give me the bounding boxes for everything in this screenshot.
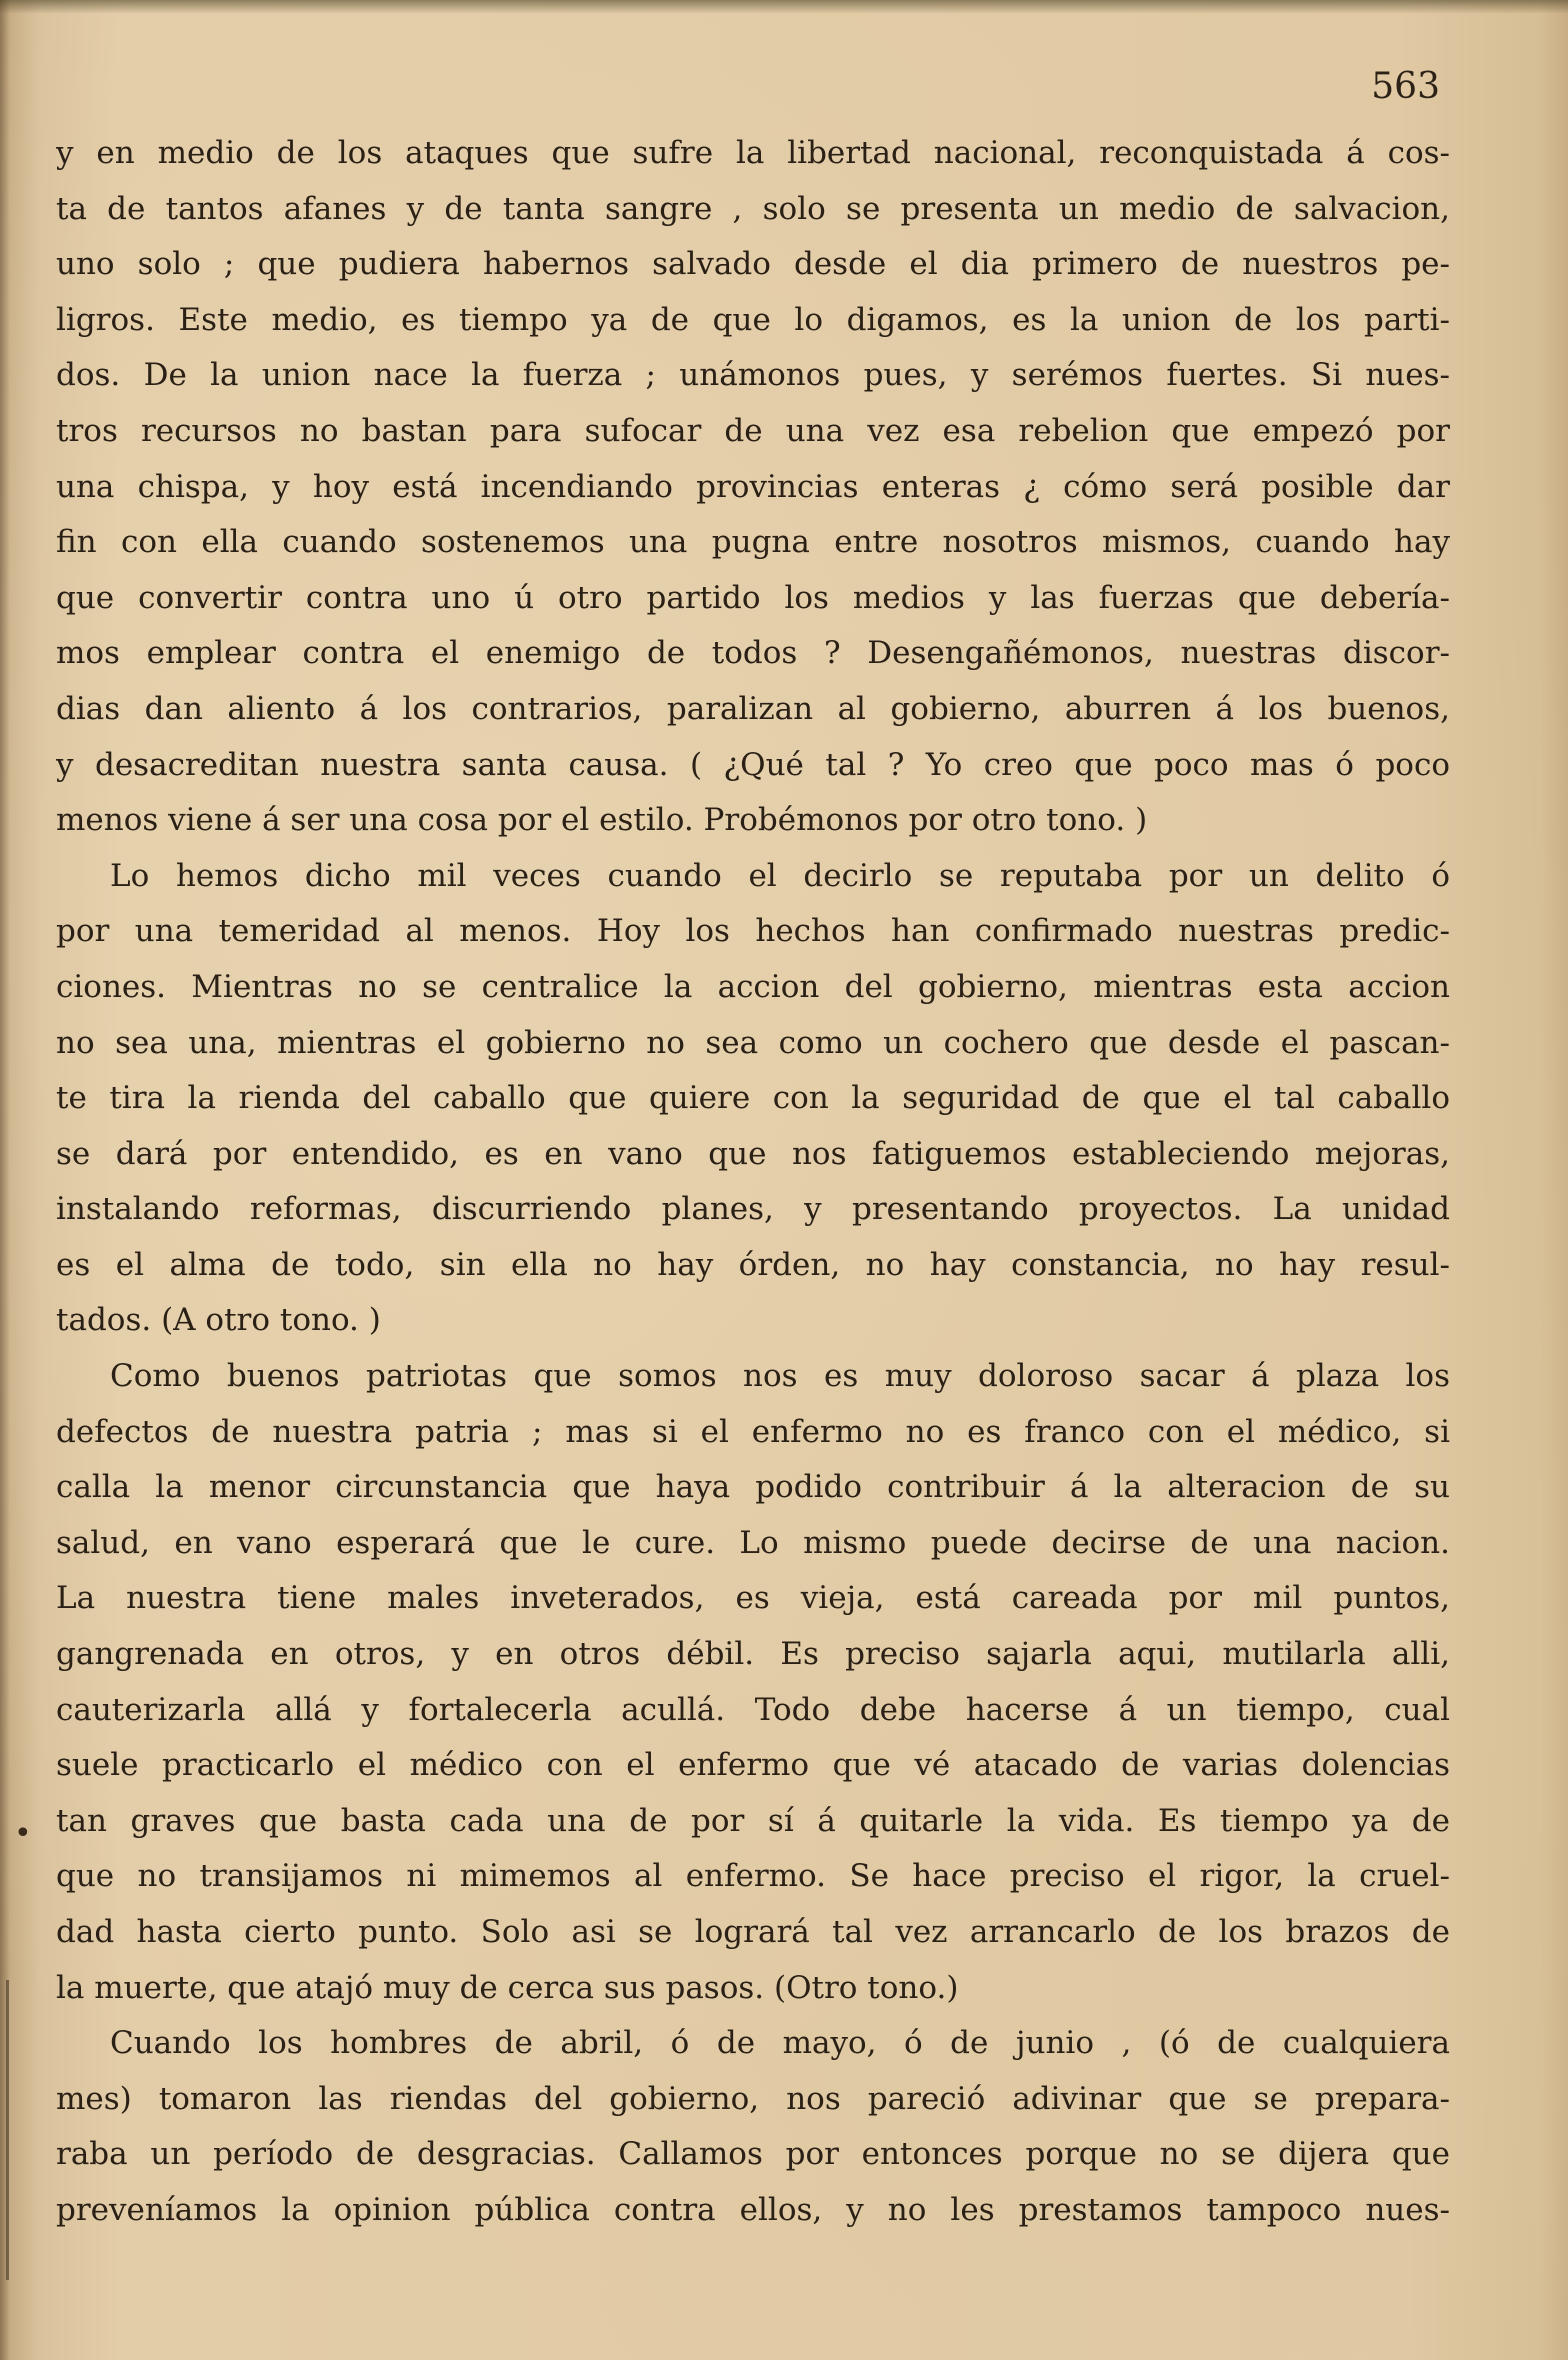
text-line: dos. De la union nace la fuerza ; unámonos pues, y serémos fuertes. Si nues-	[56, 357, 1450, 394]
text-line: tan graves que basta cada una de por sí á quitarle la vida. Es tiempo ya de	[56, 1802, 1450, 1839]
text-line: defectos de nuestra patria ; mas si el enfermo no es franco con el médico, si	[56, 1413, 1450, 1450]
text-line: suele practicarlo el médico con el enfermo que vé atacado de varias dolencias	[56, 1747, 1450, 1784]
page-number: 563	[1371, 66, 1440, 107]
margin-pencil-line	[6, 1980, 9, 2280]
text-line: mos emplear contra el enemigo de todos ? Desengañémonos, nuestras discor-	[56, 635, 1450, 672]
text-line: te tira la rienda del caballo que quiere con la seguridad de que el tal caballo	[56, 1080, 1450, 1117]
text-line: es el alma de todo, sin ella no hay órden, no hay constancia, no hay resul-	[56, 1246, 1450, 1283]
text-line: instalando reformas, discurriendo planes, y presentando proyectos. La unidad	[56, 1191, 1450, 1228]
top-edge-shadow	[0, 0, 1568, 14]
text-line: uno solo ; que pudiera habernos salvado desde el dia primero de nuestros pe-	[56, 246, 1450, 283]
text-line: tados. (A otro tono. )	[56, 1302, 381, 1339]
text-line: ciones. Mientras no se centralice la accion del gobierno, mientras esta accion	[56, 968, 1450, 1005]
text-line: ligros. Este medio, es tiempo ya de que lo digamos, es la union de los parti-	[56, 301, 1450, 338]
text-line: salud, en vano esperará que le cure. Lo mismo puede decirse de una nacion.	[56, 1524, 1450, 1561]
text-line: ta de tantos afanes y de tanta sangre , solo se presenta un medio de salvacion,	[56, 190, 1450, 227]
text-line: que convertir contra uno ú otro partido los medios y las fuerzas que debería-	[56, 579, 1450, 616]
text-line: que no transijamos ni mimemos al enfermo. Se hace preciso el rigor, la cruel-	[56, 1858, 1450, 1895]
text-line: y en medio de los ataques que sufre la libertad nacional, reconquistada á cos-	[56, 135, 1450, 171]
text-line: tros recursos no bastan para sufocar de una vez esa rebelion que empezó por	[56, 412, 1450, 449]
text-line: no sea una, mientras el gobierno no sea como un cochero que desde el pascan-	[56, 1024, 1450, 1061]
text-line: dad hasta cierto punto. Solo asi se logrará tal vez arrancarlo de los brazos de	[56, 1914, 1450, 1950]
text-line: raba un período de desgracias. Callamos por entonces porque no se dijera que	[56, 2136, 1450, 2173]
text-line: y desacreditan nuestra santa causa. ( ¿Qué tal ? Yo creo que poco mas ó poco	[56, 746, 1450, 783]
text-line: cauterizarla allá y fortalecerla acullá. Todo debe hacerse á un tiempo, cual	[56, 1691, 1450, 1728]
paragraph-first-line: Como buenos patriotas que somos nos es muy doloroso sacar á plaza los	[110, 1358, 1450, 1395]
text-line: La nuestra tiene males inveterados, es vieja, está careada por mil puntos,	[56, 1580, 1450, 1617]
text-line: preveníamos la opinion pública contra ellos, y no les prestamos tampoco nues-	[56, 2191, 1450, 2228]
text-line: una chispa, y hoy está incendiando provincias enteras ¿ cómo será posible dar	[56, 468, 1450, 505]
text-line: calla la menor circunstancia que haya podido contribuir á la alteracion de su	[56, 1469, 1450, 1506]
text-line: menos viene á ser una cosa por el estilo. Probémonos por otro tono. )	[56, 802, 1148, 839]
text-line: gangrenada en otros, y en otros débil. Es preciso sajarla aqui, mutilarla alli,	[56, 1636, 1450, 1673]
text-line: fin con ella cuando sostenemos una pugna entre nosotros mismos, cuando hay	[56, 524, 1450, 561]
text-line: se dará por entendido, es en vano que nos fatiguemos estableciendo mejoras,	[56, 1135, 1450, 1172]
paragraph-first-line: Cuando los hombres de abril, ó de mayo, ó de junio , (ó de cualquiera	[110, 2025, 1450, 2062]
text-line: dias dan aliento á los contrarios, paralizan al gobierno, aburren á los buenos,	[56, 690, 1450, 727]
text-line: la muerte, que atajó muy de cerca sus pasos. (Otro tono.)	[56, 1969, 959, 2006]
body-text	[56, 126, 1450, 2239]
text-line: mes) tomaron las riendas del gobierno, nos pareció adivinar que se prepara-	[56, 2080, 1450, 2117]
text-line: por una temeridad al menos. Hoy los hechos han confirmado nuestras predic-	[56, 913, 1450, 950]
paragraph-first-line: Lo hemos dicho mil veces cuando el decirlo se reputaba por un delito ó	[110, 857, 1450, 894]
margin-mark: •	[14, 1816, 32, 1851]
